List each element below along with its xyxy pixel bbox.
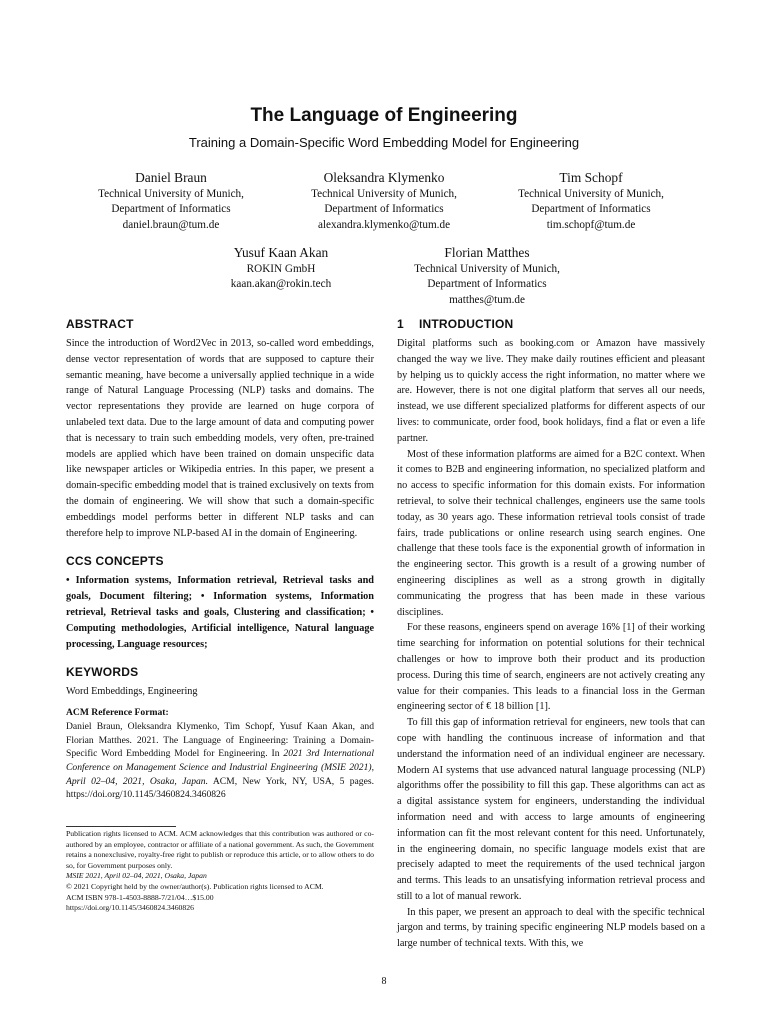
author-block bbox=[282, 169, 486, 233]
keywords-text: Word Embeddings, Engineering bbox=[66, 686, 198, 698]
author-email: tim.schopf@tum.de bbox=[546, 218, 636, 231]
acm-reference-authors: Daniel Braun, Oleksandra Klymenko, Tim Schopf, Yusuf Kaan Akan, and Florian Matthes. 2021. The Language of Engineering: Training a Domain-Specific Word Embedding Model for Engineering. In bbox=[66, 721, 374, 760]
author-affiliation: Technical University of Munich, bbox=[414, 263, 560, 275]
intro-paragraph: To fill this gap of information retrieval for engineers, new tools that can cope with handling the continuous increase of information and that understand the information need of an individual engineer are necessary. Modern AI systems that use advanced natural language processing (NLP) algorithms offer the possibility to fill this gap. These algorithms can act as a digital assistance system for engineers, understanding the individual information need and with access to large amounts of engineering information can fit the most relevant content for this need. Unfortunately, in the engineering domain, no specific language models exist that are precisely adapted to meet the requirements of the used technical jargon and terms. This leads to an unsatisfying information retrieval process and still to a lot of manual rework. bbox=[397, 717, 705, 902]
author-block bbox=[76, 169, 266, 233]
footnote bbox=[66, 829, 374, 914]
author-affiliation: Technical University of Munich, bbox=[311, 188, 457, 200]
author-email: matthes@tum.de bbox=[449, 293, 525, 306]
author-email: daniel.braun@tum.de bbox=[122, 218, 220, 231]
author-affiliation: ROKIN GmbH bbox=[246, 263, 316, 275]
author-affiliation: Technical University of Munich, bbox=[98, 188, 244, 200]
author-name: Florian Matthes bbox=[444, 245, 530, 260]
keywords-heading: KEYWORDS bbox=[66, 665, 139, 680]
intro-paragraph: For these reasons, engineers spend on average 16% [1] of their working time searching for information on potential solutions for their technical challenges or how to improve both their product and its production process. During this time of search, engineers are not actively creating any value for their companies. This leads to a financial loss in the German engineering sector of € 18 billion [1]. bbox=[397, 622, 705, 713]
author-affiliation: Technical University of Munich, bbox=[518, 188, 664, 200]
author-block bbox=[186, 244, 376, 293]
intro-paragraph: Most of these information platforms are aimed for a B2C context. When it comes to B2B and engineering information, no specialized platform and no access to specific information for this domain exists. For information retrieval, to solve their technical challenges, engineers use the same tools today, as 30 years ago. These information retrieval tools consist of trade fairs, trade publications or online research using search engines. One challenge that these tools face is the exponential growth of information in the engineering sector. This growth is a result of a growing number of engineering disciplines as well as a strong growth in digitally communicating the progress that has been made in these various disciplines. bbox=[397, 448, 705, 618]
author-name: Daniel Braun bbox=[135, 170, 207, 185]
ccs-heading: CCS CONCEPTS bbox=[66, 554, 164, 569]
footnote-doi[interactable]: https://doi.org/10.1145/3460824.3460826 bbox=[66, 903, 194, 913]
abstract-text: Since the introduction of Word2Vec in 2013, so-called word embeddings, dense vector representation of words that are supposed to capture their semantic meaning, have become a universally applied technique in a wide range of Natural Language Processing (NLP) tasks and domains. The vector representations they provide are learned on huge corpora of unlabeled text data. Due to the large amount of data and computing power that is necessary to train such embedding models, very often, pre-trained models are applied which have been trained on domain unspecific data like newspaper articles or Wikipedia entries. In this paper, we present a domain-specific embedding model that is trained exclusively on texts from the domain of engineering. We will show that such a domain-specific embeddings model performs better in different NLP tasks and can therefore help to improve NLP-based AI in the domain of Engineering. bbox=[66, 338, 374, 539]
intro-paragraph: In this paper, we present an approach to deal with the specific technical jargon and terms, by training specific engineering NLP models based on a large number of technical texts. With this, we bbox=[397, 906, 705, 950]
author-name: Oleksandra Klymenko bbox=[323, 170, 445, 185]
author-email: alexandra.klymenko@tum.de bbox=[317, 218, 451, 231]
acm-reference-heading: ACM Reference Format: bbox=[66, 707, 169, 719]
author-department: Department of Informatics bbox=[111, 203, 231, 216]
author-department: Department of Informatics bbox=[427, 278, 547, 291]
left-column bbox=[66, 314, 374, 802]
intro-paragraph: Digital platforms such as booking.com or Amazon have massively changed the way we live. They make daily routines efficient and pleasant by helping us to quickly access the right information, no matter where we are. However, there is not one digital platform that serves all our needs, instead, we use different specialized platforms for different aspects of our lives: to communicate, order food, book holidays, find a flat or even a life partner. bbox=[397, 338, 705, 444]
ccs-text: • Information systems, Information retrieval, Retrieval tasks and goals, Document filtering; • Information systems, Information retrieval, Retrieval tasks and goals, Clustering and classification; • Computing methodologies, Artificial intelligence, Natural language processing, Language resources; bbox=[66, 575, 374, 650]
abstract-heading: ABSTRACT bbox=[66, 317, 134, 331]
footnote-rule bbox=[66, 826, 176, 827]
acm-reference-venue: 2021 3rd International Conference on Management Science and Industrial Engineering (MSIE 2021), April 02–04, 2021, Osaka, Japan. bbox=[66, 748, 374, 787]
author-block bbox=[392, 244, 582, 308]
page-number: 8 bbox=[381, 976, 387, 987]
section-title: INTRODUCTION bbox=[419, 317, 514, 331]
intro-heading bbox=[397, 314, 705, 334]
paper-title: The Language of Engineering bbox=[250, 105, 518, 126]
paper-subtitle: Training a Domain-Specific Word Embedding Model for Engineering bbox=[188, 135, 580, 150]
author-email: kaan.akan@rokin.tech bbox=[230, 278, 332, 291]
acm-reference-publisher: ACM, New York, NY, USA, 5 pages. https://doi.org/10.1145/3460824.3460826 bbox=[66, 775, 374, 801]
section-number: 1 bbox=[397, 317, 404, 331]
footnote-isbn: ACM ISBN 978-1-4503-8888-7/21/04…$15.00 bbox=[66, 892, 214, 902]
footnote-copyright: © 2021 Copyright held by the owner/author(s). Publication rights licensed to ACM. bbox=[66, 881, 324, 891]
author-name: Yusuf Kaan Akan bbox=[233, 245, 329, 260]
author-department: Department of Informatics bbox=[531, 203, 651, 216]
footnote-rights: Publication rights licensed to ACM. ACM acknowledges that this contribution was authored or co-authored by an employee, contractor or affiliate of a national government. As such, the Government retains a nonexclusive, royalty-free right to publish or reproduce this article, or to allow others to do so, for Government purposes only. bbox=[66, 829, 374, 870]
right-column bbox=[397, 314, 705, 952]
author-block bbox=[496, 169, 686, 233]
footnote-venue: MSIE 2021, April 02–04, 2021, Osaka, Japan bbox=[66, 871, 207, 881]
author-name: Tim Schopf bbox=[559, 170, 623, 185]
author-department: Department of Informatics bbox=[324, 203, 444, 216]
acm-reference-text bbox=[66, 720, 374, 802]
